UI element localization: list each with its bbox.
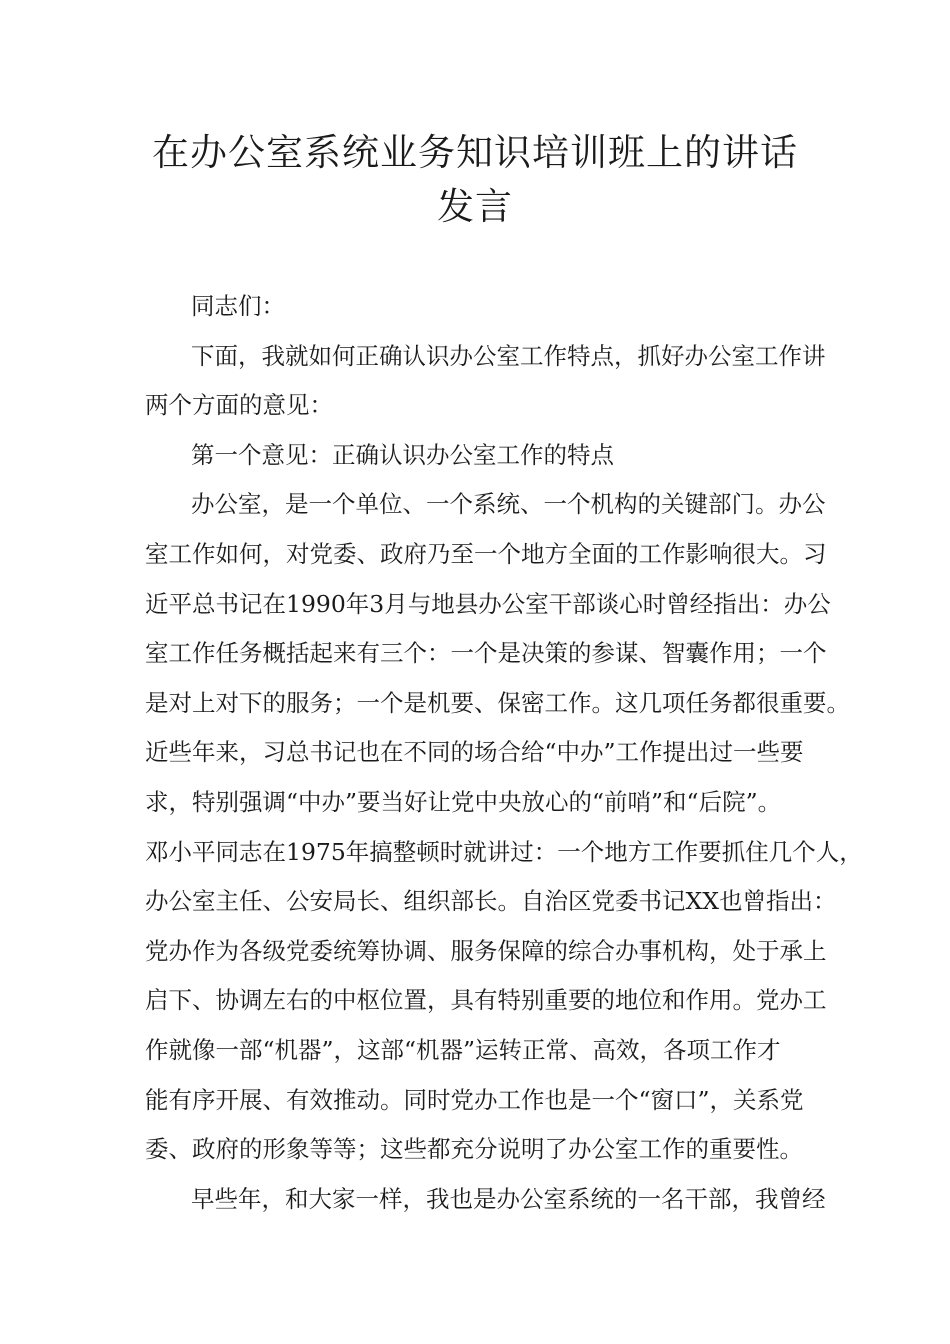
body-line: 办公室主任、公安局长、组织部长。自治区党委书记XX也曾指出：	[145, 887, 837, 916]
body-line: 是对上对下的服务；一个是机要、保密工作。这几项任务都很重要。	[145, 688, 850, 717]
body-line: 室工作如何，对党委、政府乃至一个地方全面的工作影响很大。习	[145, 539, 827, 568]
body-line: 办公室，是一个单位、一个系统、一个机构的关键部门。办公	[191, 490, 826, 519]
document-body	[145, 282, 863, 1224]
body-line: 邓小平同志在1975年搞整顿时就讲过：一个地方工作要抓住几个人，	[145, 837, 863, 866]
body-line: 早些年，和大家一样，我也是办公室系统的一名干部，我曾经	[191, 1184, 826, 1213]
body-line: 第一个意见：正确认识办公室工作的特点	[191, 440, 614, 469]
body-line: 两个方面的意见：	[145, 391, 333, 420]
body-line: 近平总书记在1990年3月与地县办公室干部谈心时曾经指出：办公	[145, 589, 831, 618]
title-line: 在办公室系统业务知识培训班上的讲话	[152, 131, 798, 174]
body-line: 委、政府的形象等等；这些都充分说明了办公室工作的重要性。	[145, 1135, 803, 1164]
body-line: 室工作任务概括起来有三个：一个是决策的参谋、智囊作用；一个	[145, 639, 827, 668]
body-line: 下面，我就如何正确认识办公室工作特点，抓好办公室工作讲	[191, 341, 826, 370]
body-line: 能有序开展、有效推动。同时党办工作也是一个“窗口”，关系党	[145, 1085, 804, 1114]
body-line: 启下、协调左右的中枢位置，具有特别重要的地位和作用。党办工	[145, 986, 827, 1015]
title-line: 发言	[437, 185, 513, 228]
document-title	[100, 126, 850, 234]
body-line: 党办作为各级党委统筹协调、服务保障的综合办事机构，处于承上	[145, 936, 827, 965]
body-line: 同志们：	[191, 292, 285, 320]
body-line: 作就像一部“机器”，这部“机器”运转正常、高效，各项工作才	[145, 1035, 781, 1064]
body-line: 求，特别强调“中办”要当好让党中央放心的“前哨”和“后院”。	[145, 787, 782, 816]
body-line: 近些年来，习总书记也在不同的场合给“中办”工作提出过一些要	[145, 738, 804, 767]
